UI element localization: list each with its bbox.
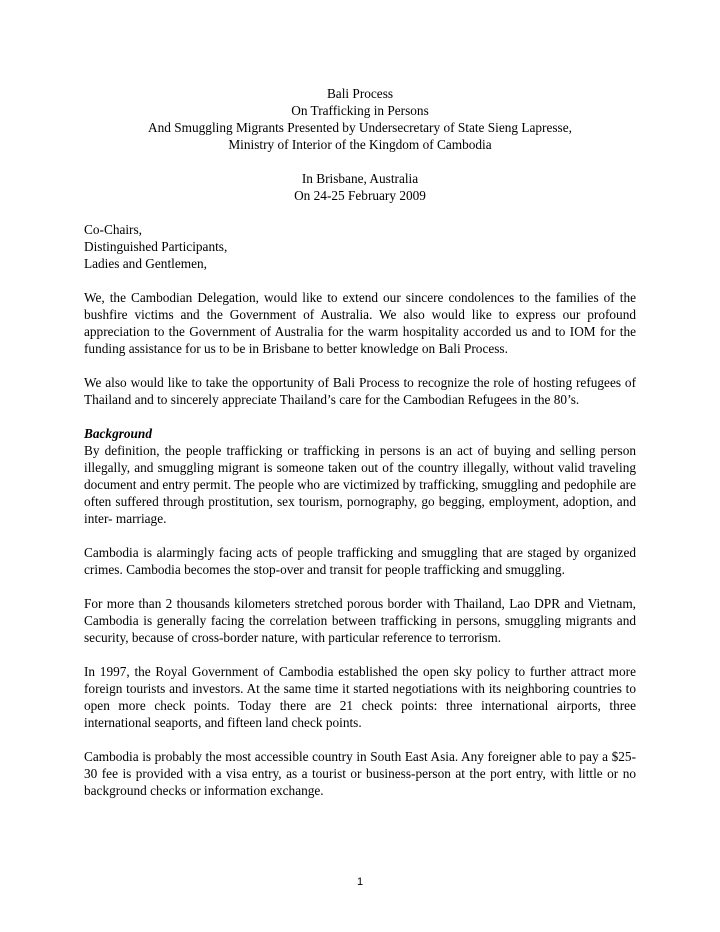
salutation-line-2: Distinguished Participants, [84,239,228,254]
page-number: 1 [356,876,364,888]
paragraph-definition: By definition, the people trafficking or trafficking in persons is an act of buying and selling person illegally, and smuggling migrant is someone taken out of the country illegally, without valid traveling document and entry permit. The people who are victimized by trafficking, smuggling and pedophile are often suffered through prostitution, sex tourism, pornography, go begging, employment, adoption, and inter- marriage. [84,443,636,526]
document-page [84,85,636,816]
salutation-line-3: Ladies and Gentlemen, [84,256,207,271]
header-line-2: On Trafficking in Persons [291,103,429,118]
salutation [84,221,636,272]
header-location: In Brisbane, Australia [301,171,419,186]
header-line-1: Bali Process [326,86,394,101]
paragraph-accessible: Cambodia is probably the most accessible country in South East Asia. Any foreigner able to pay a $25-30 fee is provided with a visa entry, as a tourist or business-person at the port entry, with little or no background checks or information exchange. [84,749,636,798]
header-line-3: And Smuggling Migrants Presented by Undersecretary of State Sieng Lapresse, [148,120,572,135]
document-header [84,85,636,204]
header-date: On 24-25 February 2009 [294,188,426,203]
paragraph-thailand: We also would like to take the opportunity of Bali Process to recognize the role of hosting refugees of Thailand and to sincerely appreciate Thailand’s care for the Cambodian Refugees in the 80’s. [84,375,636,407]
paragraph-condolences: We, the Cambodian Delegation, would like to extend our sincere condolences to the families of the bushfire victims and the Government of Australia. We also would like to express our profound appreciation to the Government of Australia for the warm hospitality accorded us and to IOM for the funding assistance for us to be in Brisbane to better knowledge on Bali Process. [84,290,636,356]
paragraph-open-sky: In 1997, the Royal Government of Cambodia established the open sky policy to further attract more foreign tourists and investors. At the same time it started negotiations with its neighboring countries to open more check points. Today there are 21 check points: three international airports, three international seaports, and fifteen land check points. [84,664,636,730]
salutation-line-1: Co-Chairs, [84,222,142,237]
section-heading-background: Background [84,426,152,441]
header-line-4: Ministry of Interior of the Kingdom of Cambodia [228,137,492,152]
paragraph-border: For more than 2 thousands kilometers stretched porous border with Thailand, Lao DPR and Vietnam, Cambodia is generally facing the correlation between trafficking in persons, smuggling migrants and security, because of cross-border nature, with particular reference to terrorism. [84,596,636,645]
paragraph-organized-crime: Cambodia is alarmingly facing acts of people trafficking and smuggling that are staged by organized crimes. Cambodia becomes the stop-over and transit for people trafficking and smuggling. [84,545,636,577]
